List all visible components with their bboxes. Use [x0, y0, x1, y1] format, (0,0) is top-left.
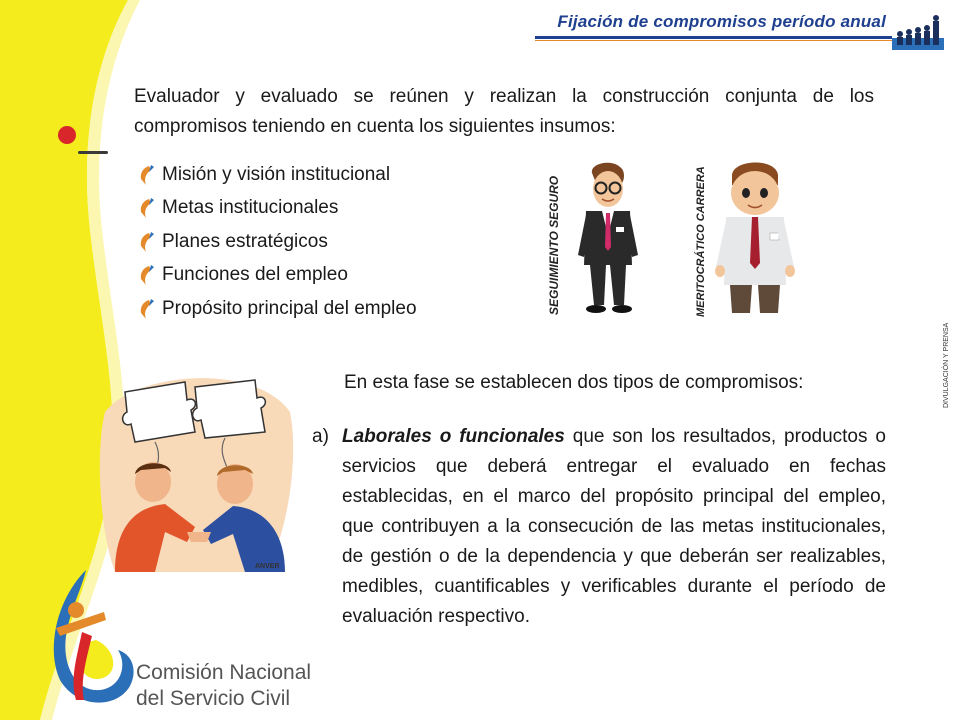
compromiso-a-description: que son los resultados, productos o servicios que deberá entregar el evaluado en fechas establecidas, en el marco del propósito principal del empleo, que contribuyen a la consecución de las metas institucionales, de gestión o de la dependencia y que deberán ser realizables, medibles, cuantificables y verificables durante el período de evaluación respectivo.: [342, 426, 886, 627]
cartoon-right-label: MERITOCRÁTICO CARRERA: [695, 166, 707, 317]
title-underline: [535, 36, 892, 39]
side-vertical-label: [938, 290, 952, 410]
bullet-icon: [137, 231, 155, 253]
organization-name: [136, 660, 311, 712]
title-underline-accent: [535, 40, 892, 41]
insumos-list: [137, 158, 417, 326]
bullet-icon: [137, 298, 155, 320]
bullet-icon: [137, 197, 155, 219]
list-item: [137, 158, 417, 192]
bullet-icon: [137, 264, 155, 286]
organization-name-line1: Comisión Nacional: [136, 661, 312, 684]
phase-heading: En esta fase se establecen dos tipos de compromisos:: [344, 372, 804, 393]
puzzle-handshake-illustration: [95, 352, 305, 577]
list-item-label: Planes estratégicos: [162, 230, 328, 252]
compromiso-a-text: [342, 422, 886, 632]
organization-name-line2: del Servicio Civil: [136, 687, 291, 710]
compromiso-a-title: Laborales o funcionales: [342, 426, 565, 447]
list-item: [137, 292, 417, 326]
team-people-icon: [892, 12, 944, 50]
list-item-label: Funciones del empleo: [162, 264, 348, 286]
list-item-label: Metas institucionales: [162, 197, 339, 219]
red-dot-decoration: [58, 126, 76, 144]
slide-title: Fijación de compromisos período anual: [557, 12, 886, 31]
compromiso-a-marker: a): [312, 426, 329, 447]
list-item-label: Misión y visión institucional: [162, 163, 391, 185]
list-item: [137, 225, 417, 259]
side-label-text: DIVULGACIÓN Y PRENSA: [943, 322, 950, 408]
intro-paragraph: Evaluador y evaluado se reúnen y realizan la construcción conjunta de los compromisos teniendo en cuenta los siguientes insumos:: [134, 86, 874, 137]
compromiso-a-paragraph: [312, 422, 886, 632]
cnsc-logo: [46, 570, 136, 710]
cartoon-man-glasses: [540, 155, 640, 320]
list-item: [137, 192, 417, 226]
list-item-label: Propósito principal del empleo: [162, 297, 417, 319]
illustration-signature: ANVER: [255, 563, 280, 570]
dash-decoration: [78, 151, 108, 154]
bullet-icon: [137, 164, 155, 186]
list-item: [137, 259, 417, 293]
cartoon-left-label: SEGUIMIENTO SEGURO: [547, 175, 561, 315]
cartoon-man-tie: [688, 155, 798, 320]
